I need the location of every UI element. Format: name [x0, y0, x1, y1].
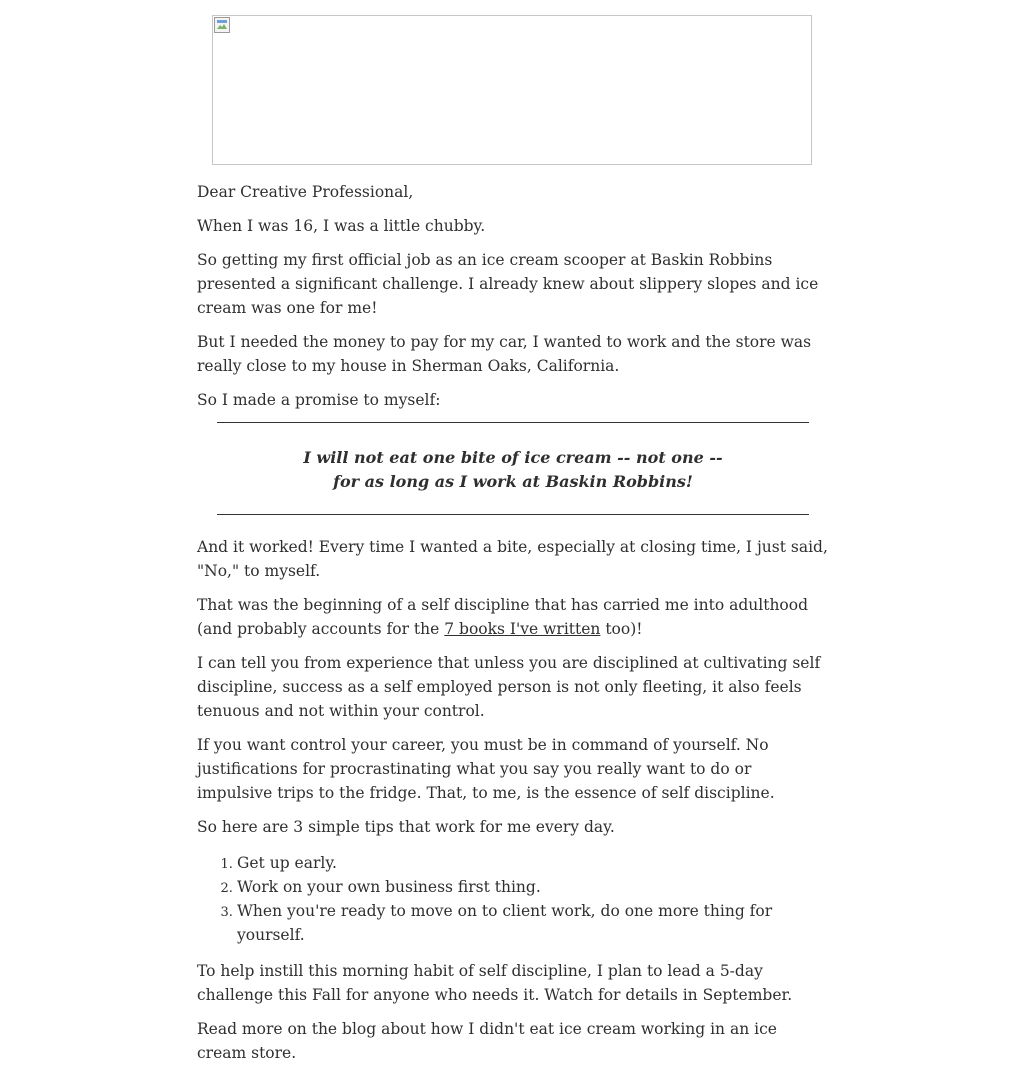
paragraph: And it worked! Every time I wanted a bite, especially at closing time, I just said, "No," to myself.	[197, 538, 828, 580]
list-item: 1. Get up early.	[237, 851, 829, 875]
list-item: 2. Work on your own business first thing.	[237, 875, 829, 899]
promise-line: I will not eat one bite of ice cream -- not one --	[303, 448, 723, 467]
letter-body	[197, 180, 829, 1075]
salutation: Dear Creative Professional,	[197, 183, 414, 201]
paragraph-text: too)!	[600, 620, 643, 638]
banner-image	[212, 15, 812, 165]
paragraph	[197, 593, 829, 641]
paragraph: When I was 16, I was a little chubby.	[197, 217, 486, 235]
paragraph: If you want control your career, you must be in command of yourself. No justifications for procrastinating what you say you really want to do or impulsive trips to the fridge. That, to me, is the essence of self discipline.	[197, 736, 775, 802]
promise-line: for as long as I work at Baskin Robbins!	[333, 472, 693, 491]
promise-quote	[217, 422, 809, 515]
tips-list	[197, 851, 829, 947]
paragraph: So here are 3 simple tips that work for me every day.	[197, 818, 615, 836]
paragraph: So getting my first official job as an ice cream scooper at Baskin Robbins presented a significant challenge. I already knew about slippery slopes and ice cream was one for me!	[197, 251, 819, 317]
paragraph: Read more on the blog about how I didn't eat ice cream working in an ice cream store.	[197, 1020, 777, 1062]
paragraph: So I made a promise to myself:	[197, 391, 441, 409]
paragraph: But I needed the money to pay for my car, I wanted to work and the store was really close to my house in Sherman Oaks, California.	[197, 333, 812, 375]
paragraph-text: That was the beginning of a self discipline that has carried me into adulthood (and probably accounts for the	[197, 596, 809, 638]
list-item: 3. When you're ready to move on to client work, do one more thing for yourself.	[237, 899, 829, 947]
paragraph: I can tell you from experience that unless you are disciplined at cultivating self discipline, success as a self employed person is not only fleeting, it also feels tenuous and not within your control.	[197, 654, 821, 720]
paragraph: To help instill this morning habit of self discipline, I plan to lead a 5-day challenge this Fall for anyone who needs it. Watch for details in September.	[197, 962, 793, 1004]
broken-image-icon	[214, 17, 230, 33]
books-link[interactable]: 7 books I've written	[444, 620, 601, 638]
